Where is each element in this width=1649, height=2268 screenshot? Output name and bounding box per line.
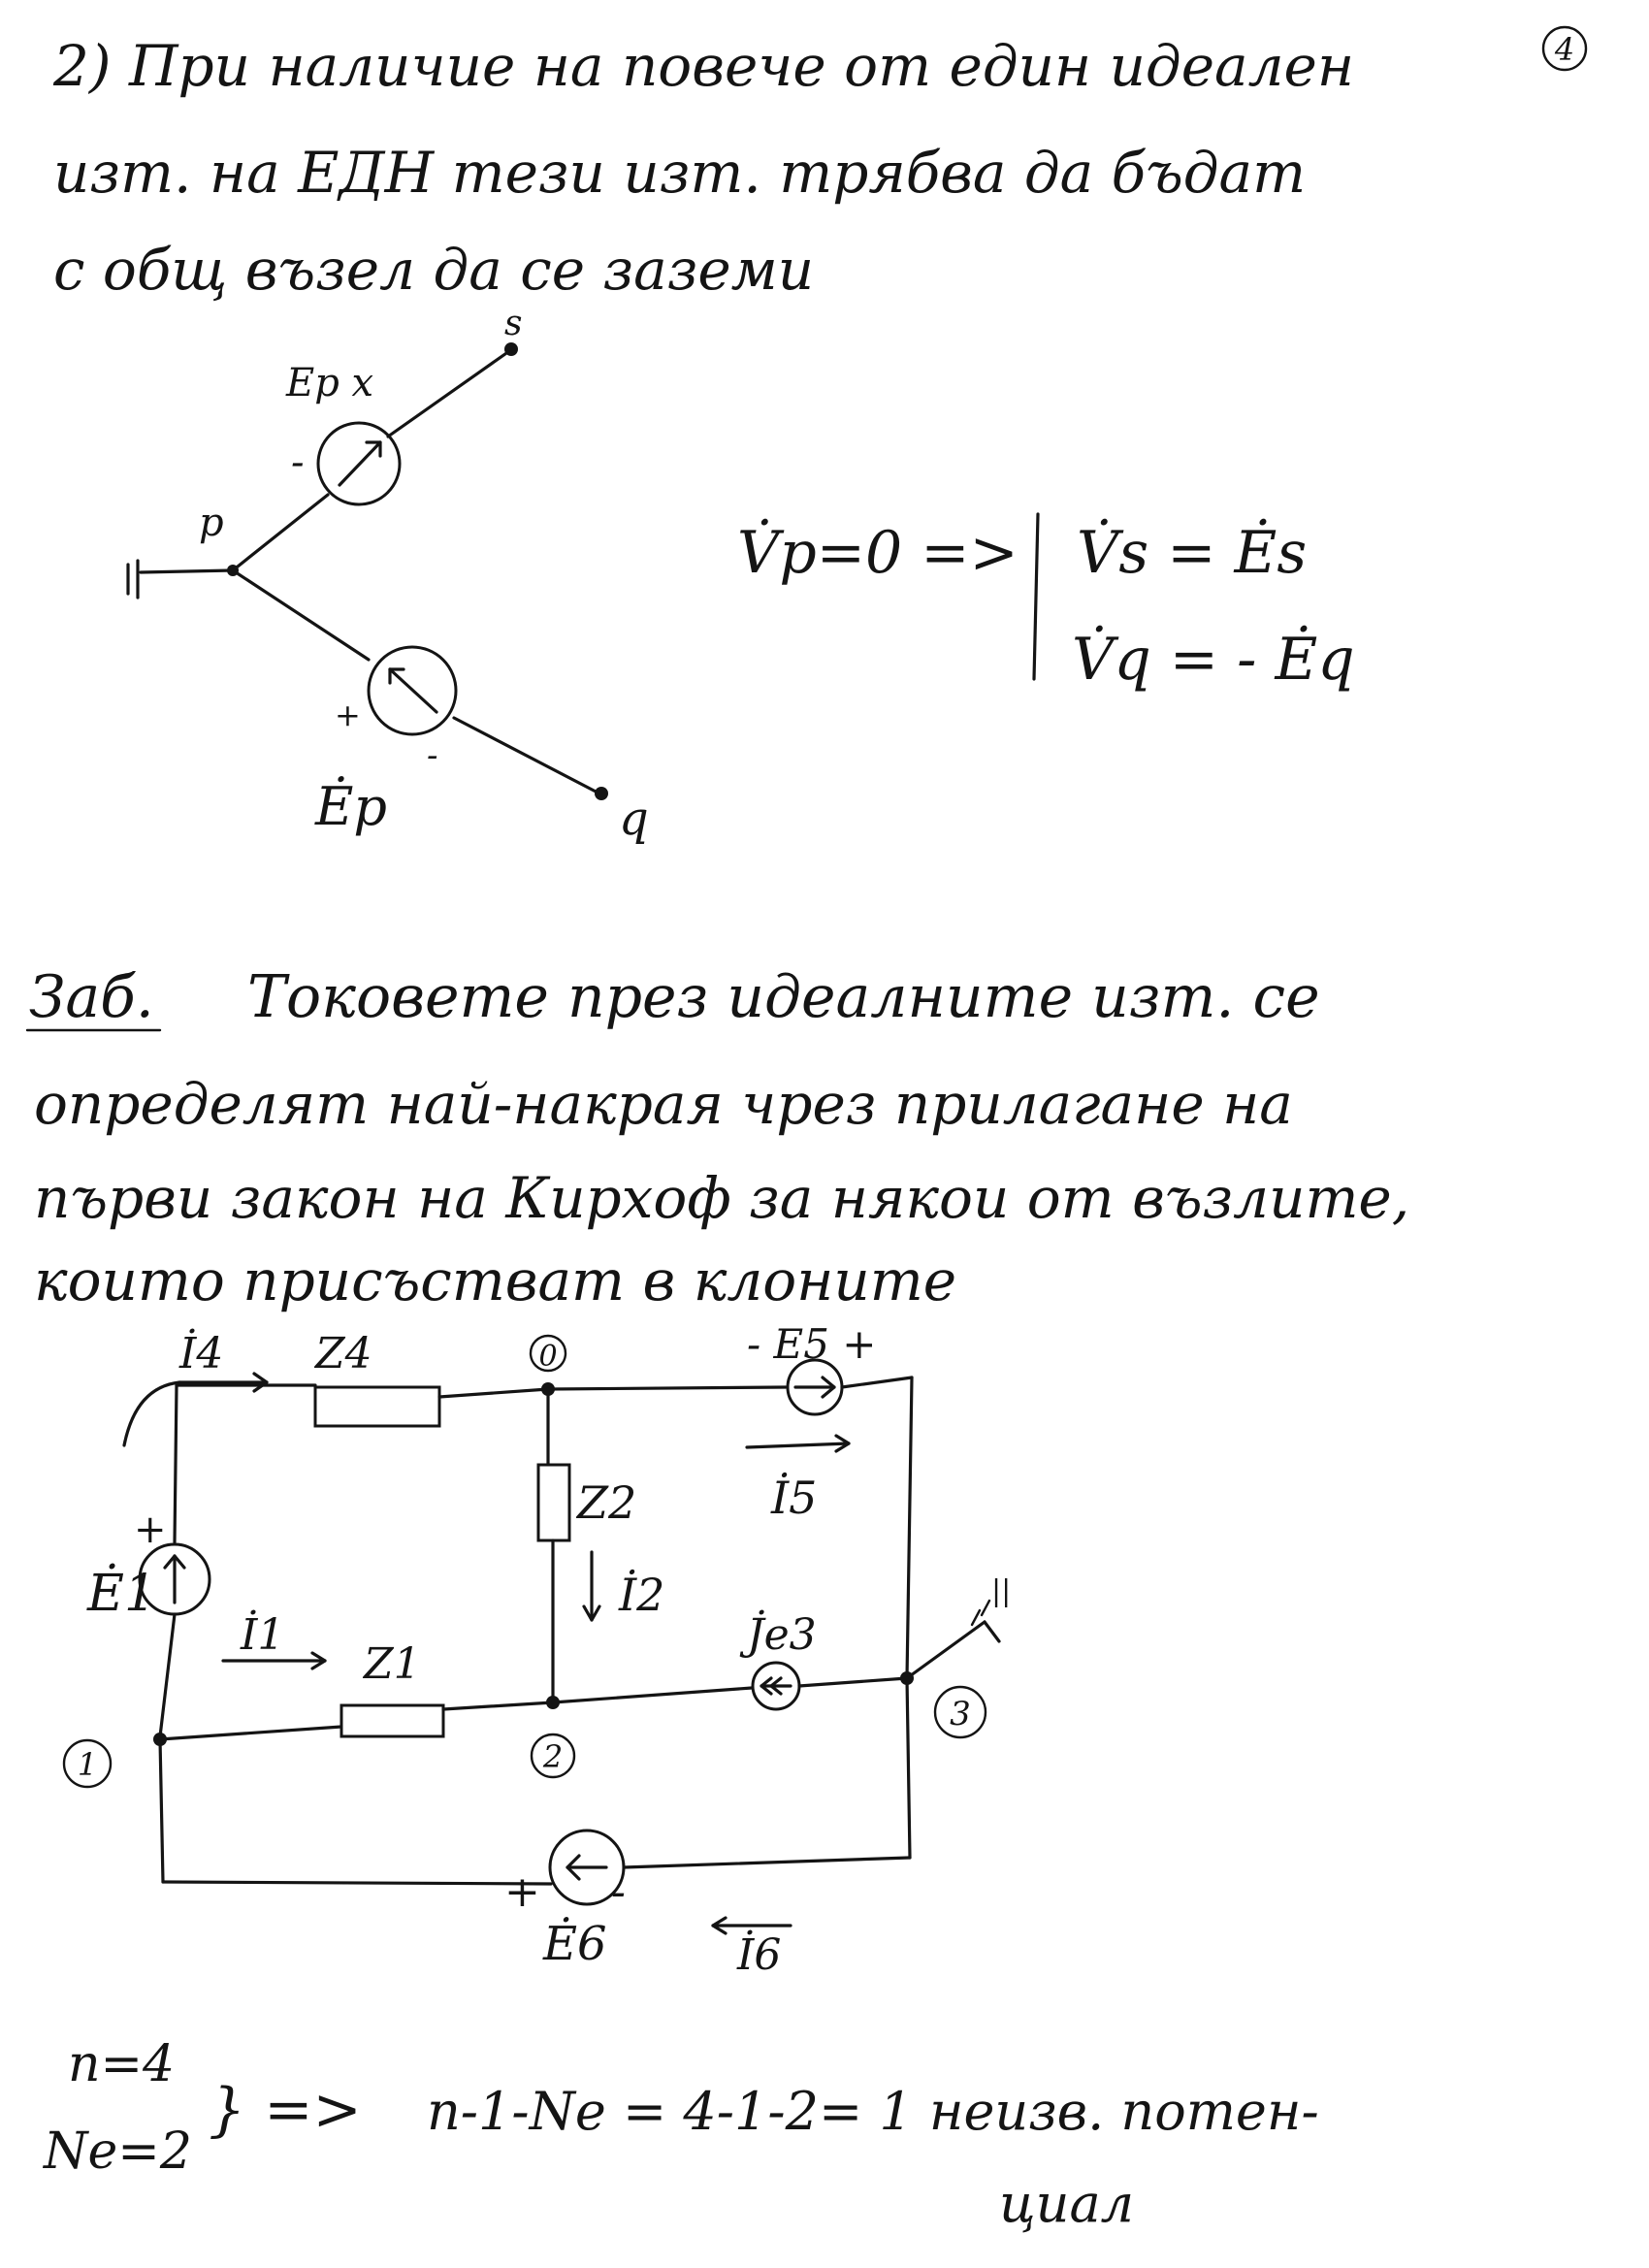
impedance-z4 <box>315 1387 439 1426</box>
label-i6: İ6 <box>737 1930 782 1980</box>
label-e6-minus: - <box>611 1867 626 1917</box>
label-plus-lower: + <box>335 697 361 733</box>
impedance-z1 <box>341 1705 443 1736</box>
intro-line-1: 2) При наличие на повече от един идеален <box>53 33 1355 99</box>
label-e6: Ė6 <box>543 1917 607 1971</box>
note-label: Заб. <box>29 963 154 1031</box>
calc-cont: циал <box>999 2173 1135 2234</box>
note-line-1: Токовете през идеалните изт. се <box>247 963 1320 1031</box>
ground-mark-3: || <box>991 1574 1012 1608</box>
arrow-i5 <box>747 1443 849 1447</box>
note-line-3: първи закон на Кирхоф за някои от възлите, <box>34 1165 1410 1231</box>
calc-n: n=4 <box>68 2035 176 2093</box>
node-s <box>504 342 518 356</box>
impedance-z2 <box>538 1465 569 1540</box>
page-number <box>1543 27 1586 70</box>
eq-vq: V̇q = - Ėq <box>1072 626 1355 694</box>
label-node-0: 0 <box>538 1340 558 1374</box>
intro-line-3: с общ възел да се заземи <box>53 237 815 303</box>
label-je3: J̇e3 <box>747 1610 817 1660</box>
label-e1-plus: + <box>134 1507 167 1552</box>
svg-text:4: 4 <box>1554 31 1575 68</box>
label-e6-plus: + <box>504 1867 540 1917</box>
label-z2: Z2 <box>577 1476 637 1529</box>
potential-equations <box>737 514 1355 694</box>
label-node-3: 3 <box>950 1695 971 1733</box>
unknown-potentials-calc <box>42 2035 1319 2234</box>
label-i2: İ2 <box>619 1569 665 1621</box>
label-minus-upper: - <box>291 440 305 485</box>
eq-vs: V̇s = Ės <box>1077 519 1308 587</box>
label-node-2: 2 <box>542 1738 564 1775</box>
label-z4: Z4 <box>315 1329 372 1378</box>
note-paragraph <box>27 963 1409 1313</box>
label-i5: İ5 <box>771 1472 818 1524</box>
label-q: q <box>619 792 649 846</box>
calc-brace: } => <box>209 2076 362 2144</box>
note-line-4: които присъстват в клоните <box>34 1247 957 1313</box>
note-line-2: определят най-накрая чрез прилагане на <box>34 1071 1293 1137</box>
label-ep-upper: Ep x <box>286 361 374 405</box>
calc-ne: Ne=2 <box>44 2122 192 2181</box>
node-q <box>595 787 608 800</box>
label-s: s <box>504 304 523 343</box>
source-star-diagram <box>128 304 649 846</box>
label-e1: Ė1 <box>87 1565 157 1623</box>
label-node-1: 1 <box>77 1746 98 1783</box>
label-i1: İ1 <box>241 1610 285 1660</box>
intro-line-2: изт. на ЕДН тези изт. трябва да бъдат <box>53 140 1307 206</box>
circuit-diagram <box>64 1320 1011 1980</box>
label-e5: - E5 + <box>747 1320 877 1368</box>
label-z1: Z1 <box>364 1639 421 1689</box>
label-minus-lower: - <box>427 736 438 775</box>
label-i4: İ4 <box>179 1329 224 1378</box>
label-ep-lower: Ėp <box>315 776 387 837</box>
arrow-i4 <box>124 1382 179 1445</box>
label-p: p <box>199 501 224 545</box>
eq-vp: V̇p=0 => <box>737 519 1018 587</box>
calc-expr: n-1-Ne = 4-1-2= 1 неизв. потен- <box>427 2081 1319 2142</box>
